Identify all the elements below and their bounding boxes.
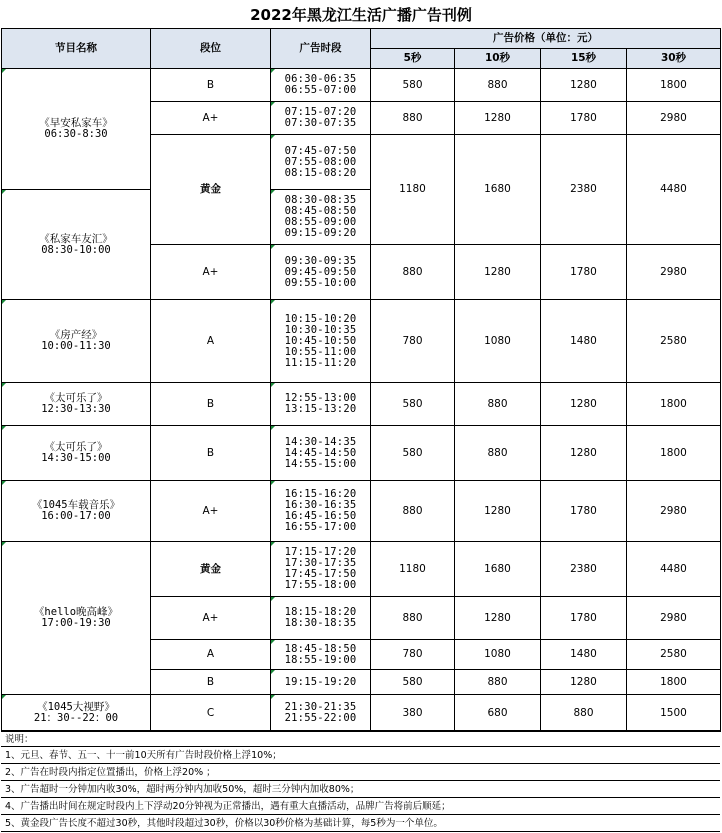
price-cell: 4480 — [627, 542, 721, 597]
price-cell: 1280 — [455, 245, 541, 300]
time-cell: 18:45-18:50 18:55-19:00 — [271, 640, 371, 670]
note-item: 1、元旦、春节、五一、十一前10天所有广告时段价格上浮10%； — [1, 747, 720, 764]
price-cell: 4480 — [627, 135, 721, 245]
price-cell: 1780 — [541, 102, 627, 135]
price-cell: 1780 — [541, 481, 627, 542]
price-cell: 780 — [371, 640, 455, 670]
time-cell: 18:15-18:20 18:30-18:35 — [271, 597, 371, 640]
price-cell: 1280 — [455, 102, 541, 135]
slot-cell: A — [151, 640, 271, 670]
rate-table — [1, 28, 721, 732]
price-cell: 1280 — [541, 383, 627, 426]
price-cell: 1080 — [455, 640, 541, 670]
program-name: 《早安私家车》 — [39, 117, 113, 129]
program-name: 《私家车友汇》 — [39, 232, 113, 245]
price-cell: 1180 — [371, 135, 455, 245]
time-cell: 19:15-19:20 — [271, 670, 371, 695]
slot-cell: 黄金 — [151, 542, 271, 597]
price-cell: 1800 — [627, 670, 721, 695]
time-cell: 16:15-16:20 16:30-16:35 16:45-16:50 16:55-17:00 — [271, 481, 371, 542]
price-cell: 1680 — [455, 135, 541, 245]
price-cell: 880 — [455, 383, 541, 426]
slot-cell: A+ — [151, 102, 271, 135]
time-cell: 07:15-07:20 07:30-07:35 — [271, 102, 371, 135]
program-time: 14:30-15:00 — [41, 452, 111, 464]
slot-cell: B — [151, 670, 271, 695]
program-cell — [2, 190, 151, 300]
program-name: 《hello晚高峰》 — [33, 606, 119, 618]
notes-heading: 说明： — [1, 730, 720, 747]
time-cell: 14:30-14:35 14:45-14:50 14:55-15:00 — [271, 426, 371, 481]
price-cell: 880 — [371, 245, 455, 300]
time-cell: 12:55-13:00 13:15-13:20 — [271, 383, 371, 426]
price-cell: 1480 — [541, 300, 627, 383]
program-name: 《太可乐了》 — [44, 441, 108, 453]
price-cell: 880 — [371, 102, 455, 135]
price-cell: 1800 — [627, 426, 721, 481]
price-cell: 2980 — [627, 597, 721, 640]
time-cell: 09:30-09:35 09:45-09:50 09:55-10:00 — [271, 245, 371, 300]
program-cell — [2, 383, 151, 426]
slot-cell: B — [151, 426, 271, 481]
price-cell: 2980 — [627, 102, 721, 135]
price-cell: 1280 — [455, 597, 541, 640]
note-item: 2、广告在时段内指定位置播出，价格上浮20% ； — [1, 764, 720, 781]
price-cell: 880 — [371, 481, 455, 542]
program-cell — [2, 481, 151, 542]
time-cell: 17:15-17:20 17:30-17:35 17:45-17:50 17:55-18:00 — [271, 542, 371, 597]
price-cell: 1800 — [627, 69, 721, 102]
price-cell: 2380 — [541, 542, 627, 597]
slot-cell: B — [151, 69, 271, 102]
program-cell — [2, 300, 151, 383]
price-cell: 880 — [455, 69, 541, 102]
price-cell: 880 — [455, 670, 541, 695]
price-cell: 1280 — [541, 426, 627, 481]
price-cell: 780 — [371, 300, 455, 383]
slot-cell: 黄金 — [151, 135, 271, 245]
program-name: 《1045车载音乐》 — [31, 499, 121, 511]
page-title: 2022年黑龙江生活广播广告刊例 — [250, 6, 472, 24]
price-cell: 1280 — [541, 69, 627, 102]
price-cell: 1780 — [541, 597, 627, 640]
price-cell: 1080 — [455, 300, 541, 383]
price-cell: 880 — [541, 695, 627, 732]
time-cell: 07:45-07:50 07:55-08:00 08:15-08:20 — [271, 135, 371, 190]
slot-cell: A+ — [151, 481, 271, 542]
time-cell: 06:30-06:35 06:55-07:00 — [271, 69, 371, 102]
price-cell: 1280 — [541, 670, 627, 695]
price-cell: 2980 — [627, 245, 721, 300]
program-cell — [2, 69, 151, 190]
program-time: 06:30-8:30 — [44, 128, 108, 140]
price-cell: 580 — [371, 69, 455, 102]
price-cell: 680 — [455, 695, 541, 732]
price-cell: 2580 — [627, 300, 721, 383]
slot-cell: A — [151, 300, 271, 383]
price-cell: 2980 — [627, 481, 721, 542]
program-cell — [2, 542, 151, 695]
program-time: 16:00-17:00 — [41, 510, 111, 522]
price-cell: 1680 — [455, 542, 541, 597]
header-slot: 段位 — [151, 29, 271, 69]
program-cell — [2, 695, 151, 732]
slot-cell: A+ — [151, 597, 271, 640]
price-cell: 1180 — [371, 542, 455, 597]
program-time: 17:00-19:30 — [41, 617, 111, 629]
price-cell: 2580 — [627, 640, 721, 670]
price-cell: 1500 — [627, 695, 721, 732]
price-cell: 880 — [371, 597, 455, 640]
time-cell: 21:30-21:35 21:55-22:00 — [271, 695, 371, 732]
slot-cell: B — [151, 383, 271, 426]
time-cell: 08:30-08:35 08:45-08:50 08:55-09:00 09:15-09:20 — [271, 190, 371, 245]
program-time: 21：30--22：00 — [33, 712, 119, 724]
header-program: 节目名称 — [2, 29, 151, 69]
header-time: 广告时段 — [271, 29, 371, 69]
price-cell: 1480 — [541, 640, 627, 670]
price-cell: 1800 — [627, 383, 721, 426]
price-cell: 880 — [455, 426, 541, 481]
time-cell: 10:15-10:20 10:30-10:35 10:45-10:50 10:55-11:00 11:15-11:20 — [271, 300, 371, 383]
header-duration-30s: 30秒 — [627, 49, 721, 69]
note-item: 3、广告超时一分钟加内收30%，超时两分钟内加收50%，超时三分钟内加收80%； — [1, 781, 720, 798]
header-duration-15s: 15秒 — [541, 49, 627, 69]
program-cell — [2, 426, 151, 481]
price-cell: 580 — [371, 426, 455, 481]
price-cell: 1280 — [455, 481, 541, 542]
program-name: 《1045大视野》 — [37, 701, 115, 713]
notes-section — [1, 730, 720, 832]
program-name: 《房产经》 — [49, 329, 103, 341]
slot-cell: A+ — [151, 245, 271, 300]
program-time: 10:00-11:30 — [41, 340, 111, 352]
program-time: 08:30-10:00 — [41, 243, 111, 256]
note-item: 5、黄金段广告长度不超过30秒，其他时段超过30秒，价格以30秒价格为基础计算，每5秒为一个单位。 — [1, 815, 720, 832]
program-time: 12:30-13:30 — [41, 403, 111, 415]
note-item: 4、广告播出时间在规定时段内上下浮动20分钟视为正常播出，遇有重大直播活动，品牌广告将前后顺延； — [1, 798, 720, 815]
price-cell: 2380 — [541, 135, 627, 245]
program-name: 《太可乐了》 — [44, 392, 108, 404]
header-duration-10s: 10秒 — [455, 49, 541, 69]
header-price-group: 广告价格（单位：元） — [371, 29, 721, 49]
price-cell: 580 — [371, 670, 455, 695]
price-cell: 1780 — [541, 245, 627, 300]
price-cell: 580 — [371, 383, 455, 426]
header-duration-5s: 5秒 — [371, 49, 455, 69]
slot-cell: C — [151, 695, 271, 732]
price-cell: 380 — [371, 695, 455, 732]
